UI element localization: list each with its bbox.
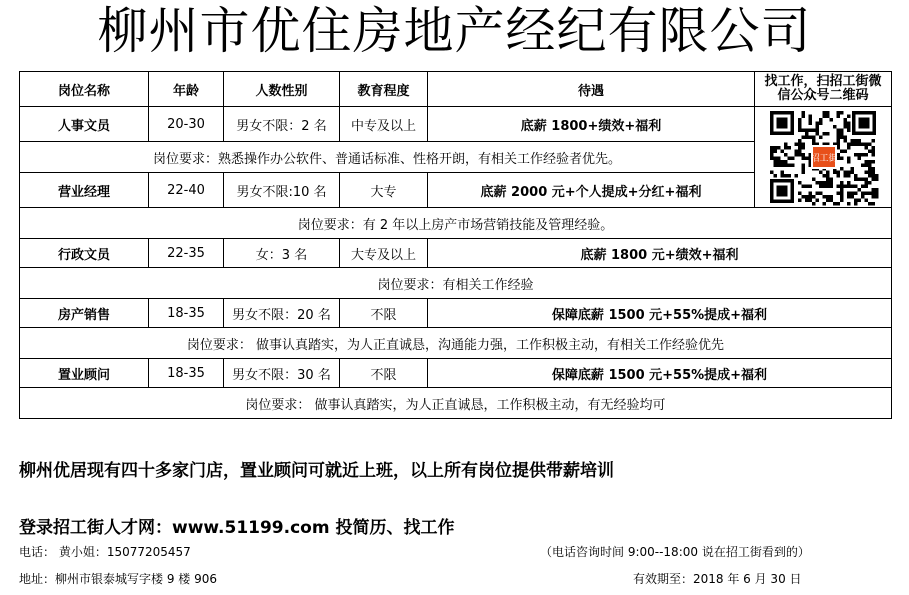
- table-row: [20, 328, 892, 359]
- job-headcount: 男女不限：2 名: [224, 107, 340, 142]
- login-website[interactable]: 登录招工街人才网：www.51199.com 投简历、找工作: [19, 518, 455, 538]
- job-position: 房产销售: [20, 299, 149, 328]
- header-salary: 待遇: [428, 72, 755, 107]
- qr-code-icon[interactable]: [764, 107, 882, 207]
- header-headcount: 人数性别: [224, 72, 340, 107]
- job-age: 20-30: [149, 107, 224, 142]
- job-salary: 底薪 2000 元+个人提成+分红+福利: [428, 173, 755, 208]
- job-age: 18-35: [149, 299, 224, 328]
- job-salary: 保障底薪 1500 元+55%提成+福利: [428, 359, 892, 388]
- header-qr-caption: [755, 72, 892, 107]
- qr-caption-line1: 找工作，扫招工街微: [764, 74, 882, 89]
- contact-phone: 电话： 黄小姐：15077205457: [19, 545, 191, 559]
- job-headcount: 女：3 名: [224, 239, 340, 268]
- table-row: [20, 107, 892, 142]
- table-row: [20, 299, 892, 328]
- job-position: 人事文员: [20, 107, 149, 142]
- page-title: 柳州市优住房地产经纪有限公司: [97, 2, 812, 60]
- job-age: 22-40: [149, 173, 224, 208]
- job-headcount: 男女不限:10 名: [224, 173, 340, 208]
- job-requirement: 岗位要求：熟悉操作办公软件、普通话标准、性格开朗，有相关工作经验者优先。: [20, 142, 755, 173]
- job-age: 18-35: [149, 359, 224, 388]
- qr-caption-line2: 信公众号二维码: [777, 88, 869, 103]
- job-education: 大专: [340, 173, 428, 208]
- job-requirement: 岗位要求：有相关工作经验: [20, 268, 892, 299]
- job-salary: 保障底薪 1500 元+55%提成+福利: [428, 299, 892, 328]
- job-position: 置业顾问: [20, 359, 149, 388]
- job-age: 22-35: [149, 239, 224, 268]
- address: 地址：柳州市银泰城写字楼 9 楼 906: [19, 572, 217, 586]
- store-note: 柳州优居现有四十多家门店，置业顾问可就近上班，以上所有岗位提供带薪培训: [19, 461, 614, 481]
- header-position: 岗位名称: [20, 72, 149, 107]
- phone-hours: （电话咨询时间 9:00--18:00 说在招工街看到的）: [540, 545, 810, 559]
- job-position: 行政文员: [20, 239, 149, 268]
- valid-until: 有效期至：2018 年 6 月 30 日: [633, 572, 802, 586]
- job-education: 中专及以上: [340, 107, 428, 142]
- table-row: [20, 208, 892, 239]
- table-header-row: [20, 72, 892, 107]
- header-age: 年龄: [149, 72, 224, 107]
- job-salary: 底薪 1800+绩效+福利: [428, 107, 755, 142]
- table-row: [20, 388, 892, 419]
- job-headcount: 男女不限：20 名: [224, 299, 340, 328]
- job-table: [19, 71, 892, 419]
- job-requirement: 岗位要求： 做事认真踏实，为人正直诚恳，工作积极主动，有无经验均可: [20, 388, 892, 419]
- table-row: [20, 359, 892, 388]
- qr-badge-label: 招工街: [810, 154, 838, 164]
- qr-cell: [755, 107, 892, 208]
- job-salary: 底薪 1800 元+绩效+福利: [428, 239, 892, 268]
- job-education: 不限: [340, 359, 428, 388]
- job-education: 大专及以上: [340, 239, 428, 268]
- job-requirement: 岗位要求：有 2 年以上房产市场营销技能及管理经验。: [20, 208, 892, 239]
- table-row: [20, 268, 892, 299]
- job-requirement: 岗位要求： 做事认真踏实，为人正直诚恳，沟通能力强，工作积极主动，有相关工作经验优先: [20, 328, 892, 359]
- job-education: 不限: [340, 299, 428, 328]
- job-position: 营业经理: [20, 173, 149, 208]
- table-row: [20, 239, 892, 268]
- job-headcount: 男女不限：30 名: [224, 359, 340, 388]
- header-education: 教育程度: [340, 72, 428, 107]
